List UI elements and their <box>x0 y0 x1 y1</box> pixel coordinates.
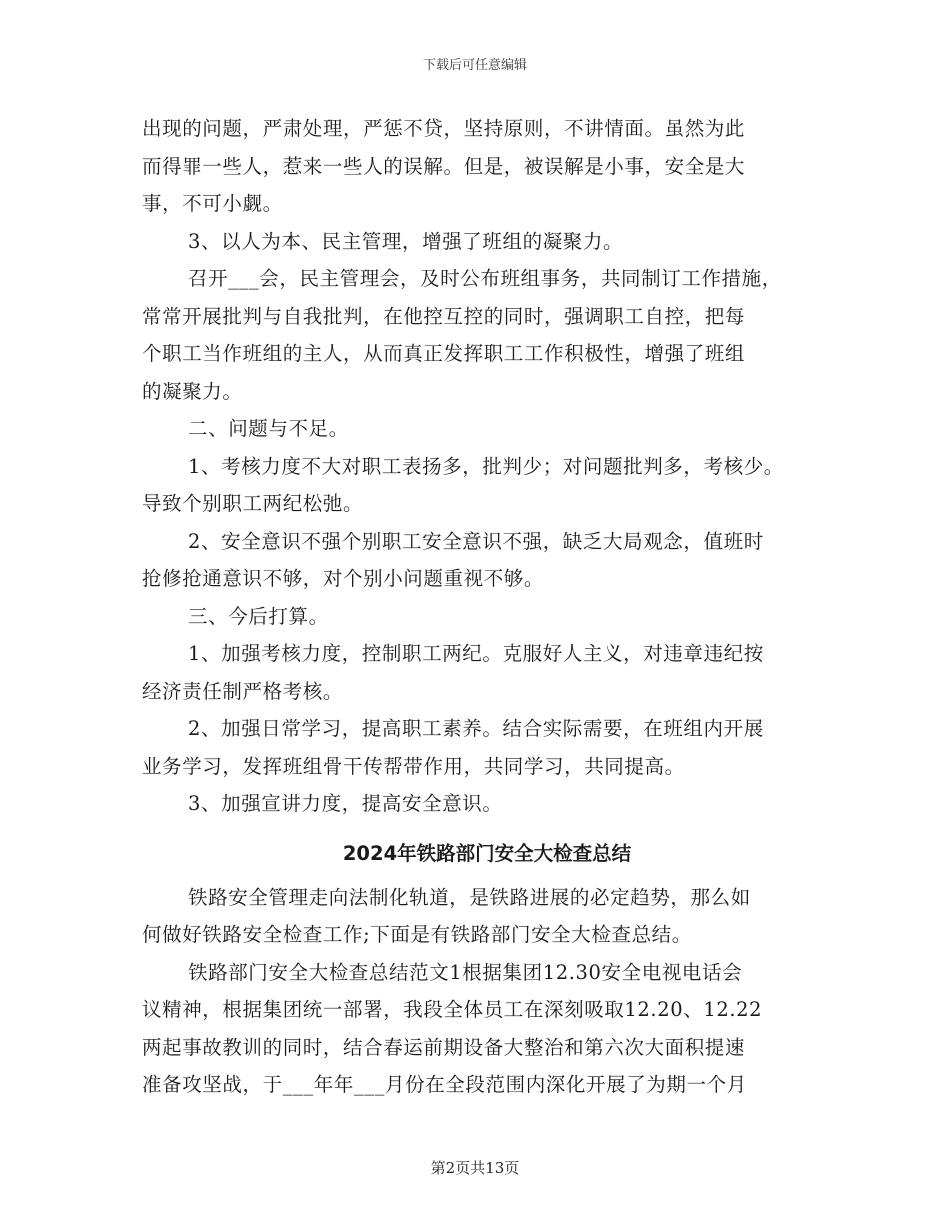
paragraph-line: 业务学习，发挥班组骨干传帮带作用，共同学习，共同提高。 <box>142 754 685 778</box>
paragraph-line: 个职工当作班组的主人，从而真正发挥职工工作积极性，增强了班组 <box>142 342 746 365</box>
paragraph-line: 经济责任制严格考核。 <box>142 679 344 703</box>
paragraph-line: 三、今后打算。 <box>188 604 329 628</box>
paragraph-line: 抢修抢通意识不够，对个别小问题重视不够。 <box>142 567 545 590</box>
paragraph-line: 导致个别职工两纪松弛。 <box>142 492 364 515</box>
paragraph-line: 铁路安全管理走向法制化轨道，是铁路进展的必定趋势，那么如 <box>188 885 751 909</box>
paragraph-line: 二、问题与不足。 <box>188 417 349 440</box>
paragraph-line: 议精神，根据集团统一部署，我段全体员工在深刻吸取12.20、12.22 <box>142 998 763 1021</box>
paragraph-line: 出现的问题，严肃处理，严惩不贷，坚持原则，不讲情面。虽然为此 <box>142 117 746 140</box>
page-header: 下载后可任意编辑 <box>422 58 527 73</box>
body-text-bottom <box>142 879 832 1104</box>
paragraph-line: 1、加强考核力度，控制职工两纪。克服好人主义，对违章违纪按 <box>188 642 764 665</box>
paragraph-line: 常常开展批判与自我批判，在他控互控的同时，强调职工自控，把每 <box>142 304 746 328</box>
paragraph-line: 何做好铁路安全检查工作;下面是有铁路部门安全大检查总结。 <box>142 923 692 946</box>
paragraph-line: 2、安全意识不强个别职工安全意识不强，缺乏大局观念，值班时 <box>188 529 764 553</box>
paragraph-line: 铁路部门安全大检查总结范文1根据集团12.30安全电视电话会 <box>188 960 743 984</box>
paragraph-line: 准备攻坚战，于___年年___月份在全段范围内深化开展了为期一个月 <box>142 1073 747 1096</box>
paragraph-line: 2、加强日常学习，提高职工素养。结合实际需要，在班组内开展 <box>188 717 764 740</box>
page-footer: 第2页共13页 <box>430 1159 520 1177</box>
paragraph-line: 召开___会，民主管理会，及时公布班组事务，共同制订工作措施， <box>188 267 782 290</box>
paragraph-line: 3、以人为本、民主管理，增强了班组的凝聚力。 <box>188 229 624 253</box>
paragraph-line: 1、考核力度不大对职工表扬多，批判少；对问题批判多，考核少。 <box>188 454 784 478</box>
paragraph-line: 事，不可小觑。 <box>142 192 283 215</box>
paragraph-line: 3、加强宣讲力度，提高安全意识。 <box>188 792 503 815</box>
section-title: 2024年铁路部门安全大检查总结 <box>342 841 632 865</box>
paragraph-line: 两起事故教训的同时，结合春运前期设备大整治和第六次大面积提速 <box>142 1035 746 1059</box>
paragraph-line: 的凝聚力。 <box>142 379 243 403</box>
body-text-top <box>142 110 832 823</box>
paragraph-line: 而得罪一些人，惹来一些人的误解。但是，被误解是小事，安全是大 <box>142 154 746 178</box>
document-body <box>142 110 832 1104</box>
